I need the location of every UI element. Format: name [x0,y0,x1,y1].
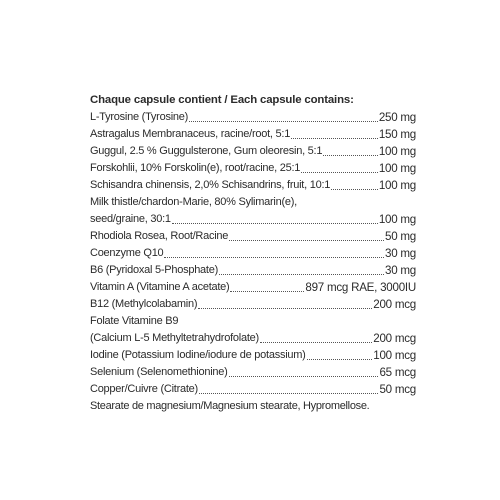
ingredient-row [90,364,416,381]
ingredient-row [90,347,416,364]
ingredient-row [90,160,416,177]
ingredient-amount: 200 mcg [373,298,416,311]
ingredient-row [90,177,416,194]
ingredient-name: B12 (Methylcolabamin) [90,298,198,310]
ingredient-row [90,211,416,228]
ingredient-row [90,296,416,313]
ingredient-name-line: Milk thistle/chardon-Marie, 80% Sylimarin(e), [90,196,297,208]
dot-leader [331,189,378,190]
ingredient-name: Iodine (Potassium Iodine/iodure de potassium) [90,349,306,361]
ingredient-row [90,330,416,347]
ingredient-name: (Calcium L-5 Methyltetrahydrofolate) [90,332,259,344]
dot-leader [198,308,372,309]
dot-leader [219,274,384,275]
ingredient-name: Coenzyme Q10 [90,247,164,259]
dot-leader [301,172,378,173]
ingredient-amount: 100 mg [378,179,416,192]
ingredient-name: Rhodiola Rosea, Root/Racine [90,230,229,242]
dot-leader [172,223,378,224]
dot-leader [291,138,378,139]
ingredient-amount: 100 mg [378,162,416,175]
ingredient-amount: 50 mcg [379,383,416,396]
panel-heading: Chaque capsule contient / Each capsule contains: [90,94,354,106]
ingredient-row [90,381,416,398]
ingredient-name: B6 (Pyridoxal 5-Phosphate) [90,264,219,276]
ingredient-name: Guggul, 2.5 % Guggulsterone, Gum oleoresin, 5:1 [90,145,323,157]
ingredient-list [90,109,416,398]
dot-leader [189,121,378,122]
ingredient-amount: 30 mg [385,247,416,260]
ingredient-row [90,143,416,160]
ingredient-amount: 150 mg [378,128,416,141]
ingredient-name: Astragalus Membranaceus, racine/root, 5:1 [90,128,291,140]
ingredient-name: L-Tyrosine (Tyrosine) [90,111,189,123]
ingredient-name: Selenium (Selenomethionine) [90,366,228,378]
dot-leader [229,240,384,241]
ingredient-panel [90,92,416,415]
ingredient-name: seed/graine, 30:1 [90,213,171,225]
ingredient-amount: 65 mcg [379,366,416,379]
ingredient-name: Forskohlii, 10% Forskolin(e), root/racine, 25:1 [90,162,301,174]
non-medicinal-ingredients: Stearate de magnesium/Magnesium stearate, Hypromellose. [90,400,370,412]
ingredient-amount: 200 mcg [373,332,416,345]
ingredient-row [90,228,416,245]
dot-leader [229,376,379,377]
ingredient-row [90,262,416,279]
dot-leader [199,393,379,394]
ingredient-name: Schisandra chinensis, 2,0% Schisandrins, fruit, 10:1 [90,179,331,191]
dot-leader [307,359,373,360]
ingredient-amount: 897 mcg RAE, 3000IU [305,281,416,294]
dot-leader [230,291,304,292]
ingredient-row [90,245,416,262]
ingredient-row [90,279,416,296]
ingredient-name-line: Folate Vitamine B9 [90,315,179,327]
ingredient-amount: 250 mg [378,111,416,124]
dot-leader [164,257,384,258]
ingredient-row [90,126,416,143]
ingredient-amount: 100 mcg [373,349,416,362]
ingredient-amount: 50 mg [385,230,416,243]
dot-leader [260,342,372,343]
ingredient-row [90,109,416,126]
ingredient-amount: 100 mg [378,213,416,226]
ingredient-name: Vitamin A (Vitamine A acetate) [90,281,230,293]
ingredient-amount: 100 mg [378,145,416,158]
dot-leader [323,155,378,156]
ingredient-name: Copper/Cuivre (Citrate) [90,383,198,395]
ingredient-amount: 30 mg [385,264,416,277]
